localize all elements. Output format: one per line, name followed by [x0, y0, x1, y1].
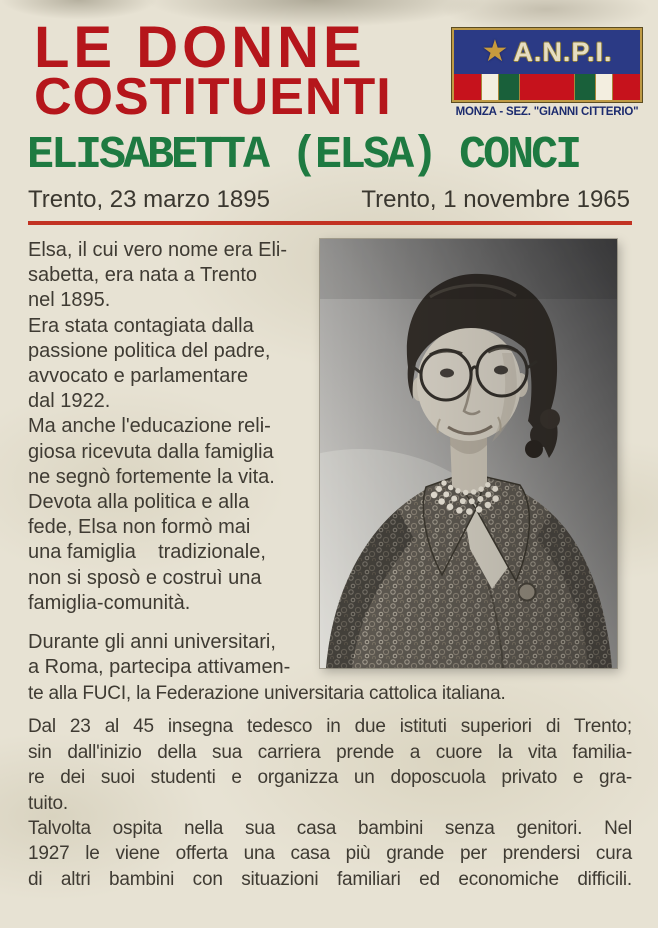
portrait-illustration	[320, 239, 617, 668]
text-line: tuito.	[28, 792, 68, 814]
text-line: passione politica del padre,	[28, 339, 271, 362]
paragraph	[28, 816, 632, 892]
birth-date: Trento, 23 marzo 1895	[28, 186, 270, 213]
text-line: famiglia-comunità.	[28, 591, 191, 614]
text-line: sabetta, era nata a Trento	[28, 264, 258, 287]
red-divider-rule	[28, 221, 632, 225]
text-line: fede, Elsa non formò mai	[28, 516, 251, 539]
text-line: non si sposò e costruì una	[28, 566, 262, 589]
ribbon-stripe-red	[454, 74, 481, 100]
text-line: di altri bambini con situazioni familiari ed economiche difficili.	[28, 868, 632, 890]
text-line: re dei suoi studenti e organizza un doposcuola privato e gra-	[28, 767, 632, 789]
anpi-badge	[452, 28, 642, 118]
paragraph	[28, 630, 322, 680]
text-line: 1927 le viene offerta una casa più grande per prendersi cura	[28, 843, 632, 865]
article-full-width	[28, 681, 632, 892]
masthead	[34, 15, 392, 126]
subject-dates	[28, 186, 630, 214]
text-line: Dal 23 al 45 insegna tedesco in due istituti superiori di Trento;	[28, 716, 632, 738]
ribbon-stripe-white	[481, 74, 497, 100]
ribbon-stripe-green	[498, 74, 520, 100]
paragraph	[28, 238, 322, 616]
paragraph	[28, 714, 632, 816]
anpi-banner	[454, 30, 640, 74]
text-line: a Roma, partecipa attivamen-	[28, 656, 291, 679]
text-line: Durante gli anni universitari,	[28, 631, 276, 654]
ribbon-stripe-green	[574, 74, 596, 100]
anpi-shield	[452, 28, 642, 102]
subject-name: ELISABETTA (ELSA) CONCI	[27, 130, 580, 181]
ribbon-stripe-red-center	[519, 74, 573, 100]
text-line: Devota alla politica e alla	[28, 491, 250, 514]
text-line: Era stata contagiata dalla	[28, 314, 254, 337]
text-line: Ma anche l'educazione reli-	[28, 415, 271, 438]
text-line: Talvolta ospita nella sua casa bambini senza genitori. Nel	[28, 818, 632, 840]
paragraph	[28, 681, 632, 706]
article-left-column	[28, 238, 322, 680]
text-line: giosa ricevuta dalla famiglia	[28, 440, 274, 463]
text-line: avvocato e parlamentare	[28, 365, 249, 388]
text-line: ne segnò fortemente la vita.	[28, 465, 275, 488]
portrait-photo	[320, 239, 617, 668]
anpi-section-caption: MONZA - SEZ. "GIANNI CITTERIO"	[455, 106, 639, 118]
ribbon-stripe-red	[612, 74, 640, 100]
text-line: nel 1895.	[28, 289, 111, 312]
italian-flag-ribbon	[454, 74, 640, 100]
text-line: sin dall'inizio della sua carriera prende a cuore la vita familia-	[28, 741, 632, 763]
text-line: Elsa, il cui vero nome era Eli-	[28, 239, 287, 261]
anpi-org-label: A.N.P.I.	[513, 36, 613, 67]
masthead-line2: COSTITUENTI	[34, 68, 392, 126]
masthead-line1: LE DONNE	[34, 15, 366, 80]
text-line: dal 1922.	[28, 390, 111, 413]
text-line: una famiglia tradizionale,	[28, 541, 266, 564]
death-date: Trento, 1 novembre 1965	[361, 186, 630, 213]
star-icon: ★	[481, 35, 509, 68]
ribbon-stripe-white	[595, 74, 611, 100]
text-line: te alla FUCI, la Federazione universitaria cattolica italiana.	[28, 683, 506, 704]
